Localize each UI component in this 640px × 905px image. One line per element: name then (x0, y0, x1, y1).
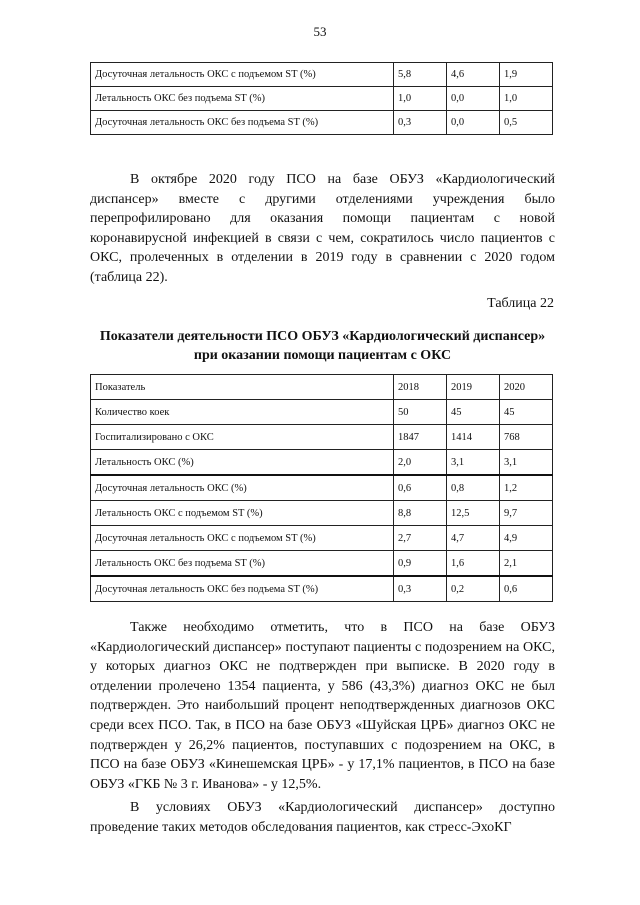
column-header: 2019 (447, 375, 500, 400)
body-paragraph: В октябре 2020 году ПСО на базе ОБУЗ «Кардиологический диспансер» вместе с другими отделениями учреждения было перепрофилировано для оказания помощи пациентам с новой коронавирусной инфекцией в связи с чем, сократилось число пациентов с ОКС, пролеченных в отделении в 2019 году в сравнении с 2020 годом (таблица 22). (90, 172, 555, 285)
cell-value: 0,9 (394, 551, 447, 577)
cell-value: 1,9 (500, 63, 553, 87)
cell-value: 768 (500, 425, 553, 450)
cell-value: 1,6 (447, 551, 500, 577)
table-row (91, 400, 553, 425)
row-label: Досуточная летальность ОКС (%) (91, 475, 394, 501)
cell-value: 4,6 (447, 63, 500, 87)
column-header: 2020 (500, 375, 553, 400)
cell-value: 0,0 (447, 111, 500, 135)
cell-value: 12,5 (447, 501, 500, 526)
row-label: Летальность ОКС с подъемом ST (%) (91, 501, 394, 526)
continued-table (90, 62, 553, 135)
table-header-row (91, 375, 553, 400)
table-row (91, 501, 553, 526)
table-row (91, 526, 553, 551)
table-row (91, 87, 553, 111)
row-label: Летальность ОКС без подъема ST (%) (91, 87, 394, 111)
cell-value: 2,1 (500, 551, 553, 577)
cell-value: 8,8 (394, 501, 447, 526)
row-label: Летальность ОКС (%) (91, 450, 394, 476)
cell-value: 0,2 (447, 576, 500, 602)
cell-value: 1414 (447, 425, 500, 450)
column-header: 2018 (394, 375, 447, 400)
cell-value: 2,0 (394, 450, 447, 476)
row-label: Досуточная летальность ОКС с подъемом ST (%) (91, 526, 394, 551)
cell-value: 9,7 (500, 501, 553, 526)
cell-value: 5,8 (394, 63, 447, 87)
cell-value: 1,0 (500, 87, 553, 111)
row-label: Досуточная летальность ОКС с подъемом ST (%) (91, 63, 394, 87)
cell-value: 1,2 (500, 475, 553, 501)
cell-value: 45 (447, 400, 500, 425)
cell-value: 1847 (394, 425, 447, 450)
row-label: Досуточная летальность ОКС без подъема ST (%) (91, 576, 394, 602)
cell-value: 0,8 (447, 475, 500, 501)
table-row (91, 551, 553, 577)
body-paragraph: Также необходимо отметить, что в ПСО на базе ОБУЗ «Кардиологический диспансер» поступают пациенты с подозрением на ОКС, у которых диагноз ОКС не подтвержден при выписке. В 2020 году в отделении пролечено 1354 пациента, у 586 (43,3%) диагноз ОКС не был подтвержден. Это наибольший процент неподтвержденных диагнозов ОКС среди всех ПСО. Так, в ПСО на базе ОБУЗ «Шуйская ЦРБ» диагноз ОКС не подтвержден у 26,2% пациентов, поступавших с подозрением на ОКС, в ПСО на базе ОБУЗ «Кинешемская ЦРБ» - у 17,1% пациентов, в ПСО на базе ОБУЗ «ГКБ № 3 г. Иванова» - у 12,5%. (90, 620, 555, 792)
cell-value: 3,1 (500, 450, 553, 476)
cell-value: 45 (500, 400, 553, 425)
cell-value: 50 (394, 400, 447, 425)
table-caption: Таблица 22 (487, 296, 554, 311)
table-22 (90, 374, 553, 602)
cell-value: 4,9 (500, 526, 553, 551)
cell-value: 0,3 (394, 576, 447, 602)
row-label: Количество коек (91, 400, 394, 425)
cell-value: 4,7 (447, 526, 500, 551)
cell-value: 3,1 (447, 450, 500, 476)
cell-value: 1,0 (394, 87, 447, 111)
cell-value: 0,6 (500, 576, 553, 602)
table-row (91, 450, 553, 476)
body-paragraph: В условиях ОБУЗ «Кардиологический диспансер» доступно проведение таких методов обследования пациентов, как стресс-ЭхоКГ (90, 800, 555, 835)
cell-value: 0,6 (394, 475, 447, 501)
cell-value: 2,7 (394, 526, 447, 551)
table-row (91, 576, 553, 602)
table-row (91, 425, 553, 450)
row-label: Летальность ОКС без подъема ST (%) (91, 551, 394, 577)
table-title: Показатели деятельности ПСО ОБУЗ «Кардиологический диспансер» при оказании помощи пациентам с ОКС (99, 329, 546, 363)
table-row (91, 111, 553, 135)
row-label: Досуточная летальность ОКС без подъема ST (%) (91, 111, 394, 135)
column-header: Показатель (91, 375, 394, 400)
table-row (91, 63, 553, 87)
row-label: Госпитализировано с ОКС (91, 425, 394, 450)
table-row (91, 475, 553, 501)
cell-value: 0,5 (500, 111, 553, 135)
cell-value: 0,0 (447, 87, 500, 111)
cell-value: 0,3 (394, 111, 447, 135)
page-number: 53 (313, 24, 327, 39)
